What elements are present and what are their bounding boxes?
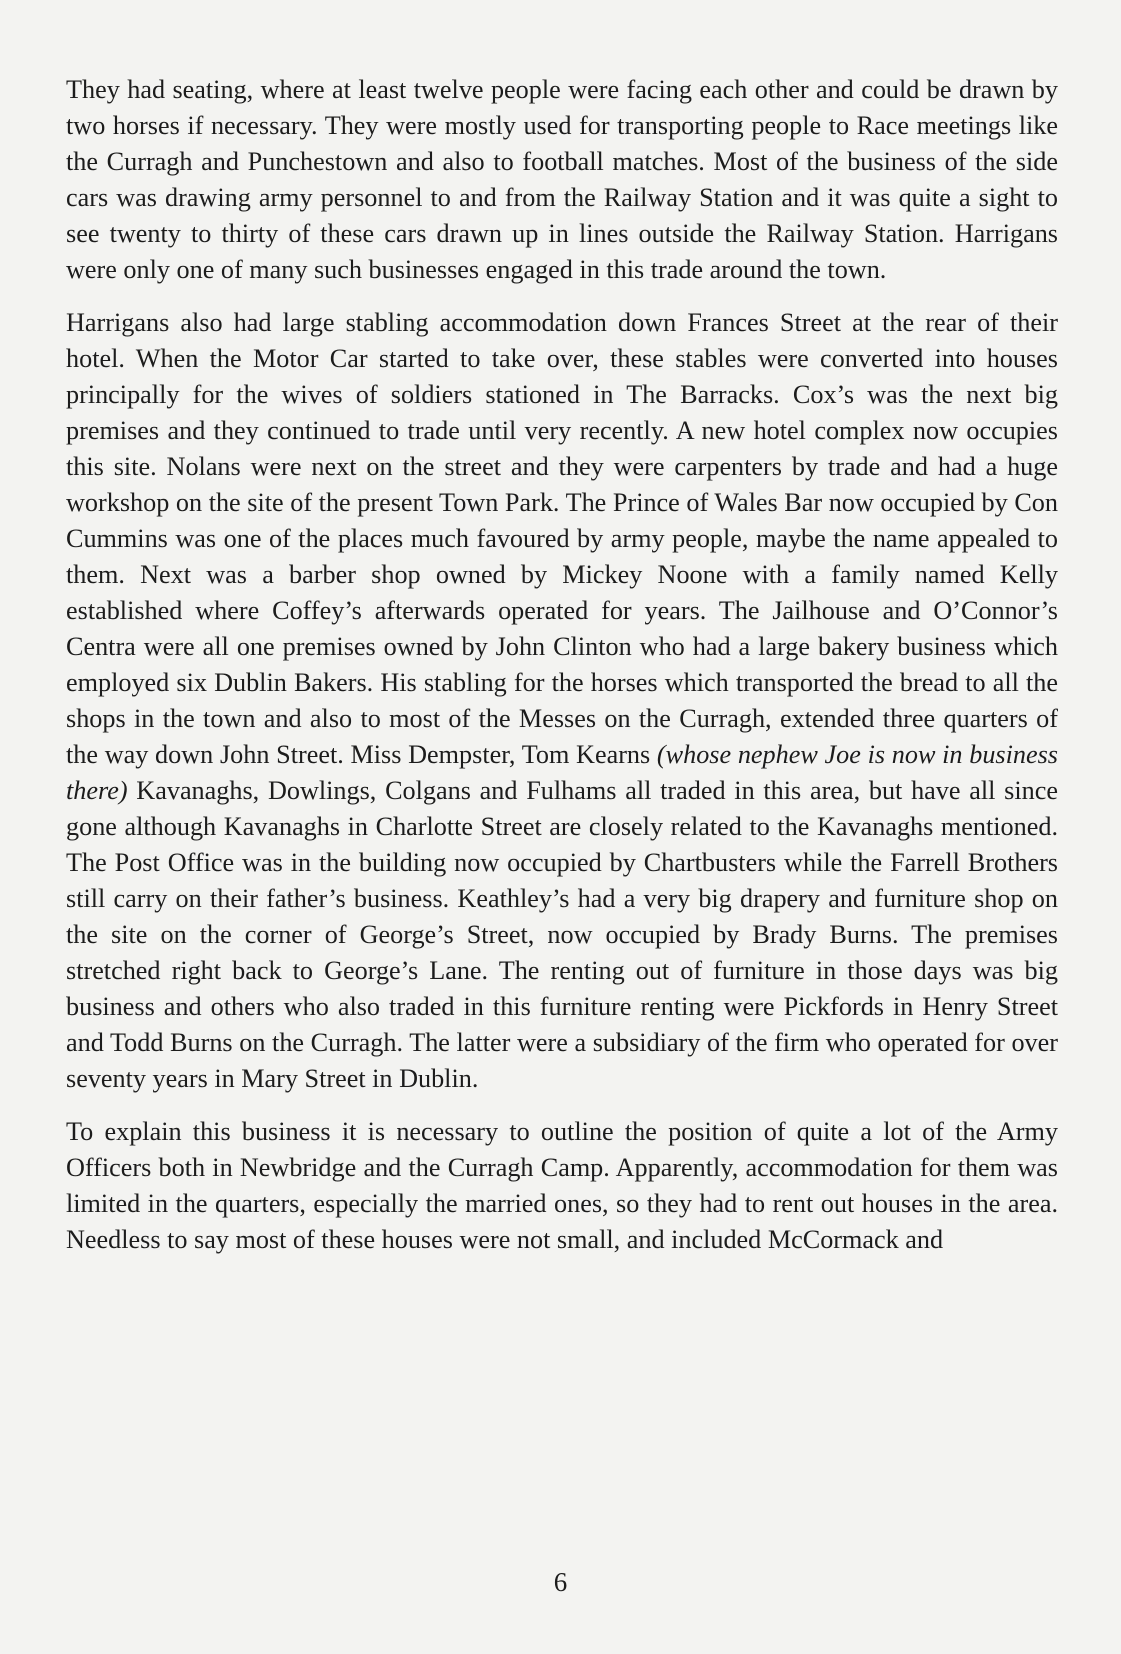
paragraph-text: To explain this business it is necessary to outline the position of quite a lot of the Army Officers both in Newbridge and the Curragh Camp. Apparently, accommodation for them was limited in the quarters, especially the married ones, so they had to rent out houses in the area. Needless to say most of these houses were not small, and included McCormack and <box>66 1117 1058 1254</box>
paragraph-text: Harrigans also had large stabling accommodation down Frances Street at the rear of their hotel. When the Motor Car started to take over, these stables were converted into houses principally for the wives of soldiers stationed in The Barracks. Cox’s was the next big premises and they continued to trade until very recently. A new hotel complex now occupies this site. Nolans were next on the street and they were carpenters by trade and had a huge workshop on the site of the present Town Park. The Prince of Wales Bar now occupied by Con Cummins was one of the places much favoured by army people, maybe the name appealed to them. Next was a barber shop owned by Mickey Noone with a family named Kelly established where Coffey’s afterwards operated for years. The Jailhouse and O’Connor’s Centra were all one premises owned by John Clinton who had a large bakery business which employed six Dublin Bakers. His stabling for the horses which transported the bread to all the shops in the town and also to most of the Messes on the Curragh, extended three quarters of the way down John Street. Miss Dempster, Tom Kearns <box>66 308 1058 769</box>
paragraph-text: Kavanaghs, Dowlings, Colgans and Fulhams all traded in this area, but have all since gone although Kavanaghs in Charlotte Street are closely related to the Kavanaghs mentioned. The Post Office was in the building now occupied by Chartbusters while the Farrell Brothers still carry on their father’s business. Keathley’s had a very big drapery and furniture shop on the site on the corner of George’s Street, now occupied by Brady Burns. The premises stretched right back to George’s Lane. The renting out of furniture in those days was big business and others who also traded in this furniture renting were Pickfords in Henry Street and Todd Burns on the Curragh. The latter were a subsidiary of the firm who operated for over seventy years in Mary Street in Dublin. <box>66 776 1058 1093</box>
page-body <box>66 72 1058 1275</box>
page-number: 6 <box>553 1567 568 1597</box>
italic-aside: (whose nephew Joe is now in business there) <box>66 740 1058 805</box>
paragraph-street-businesses <box>66 305 1058 1097</box>
paragraph-side-cars <box>66 72 1058 288</box>
paragraph-army-officers <box>66 1114 1058 1258</box>
paragraph-text: They had seating, where at least twelve people were facing each other and could be drawn by two horses if necessary. They were mostly used for transporting people to Race meetings like the Curragh and Punchestown and also to football matches. Most of the business of the side cars was drawing army personnel to and from the Railway Station and it was quite a sight to see twenty to thirty of these cars drawn up in lines outside the Railway Station. Harrigans were only one of many such businesses engaged in this trade around the town. <box>66 75 1058 284</box>
